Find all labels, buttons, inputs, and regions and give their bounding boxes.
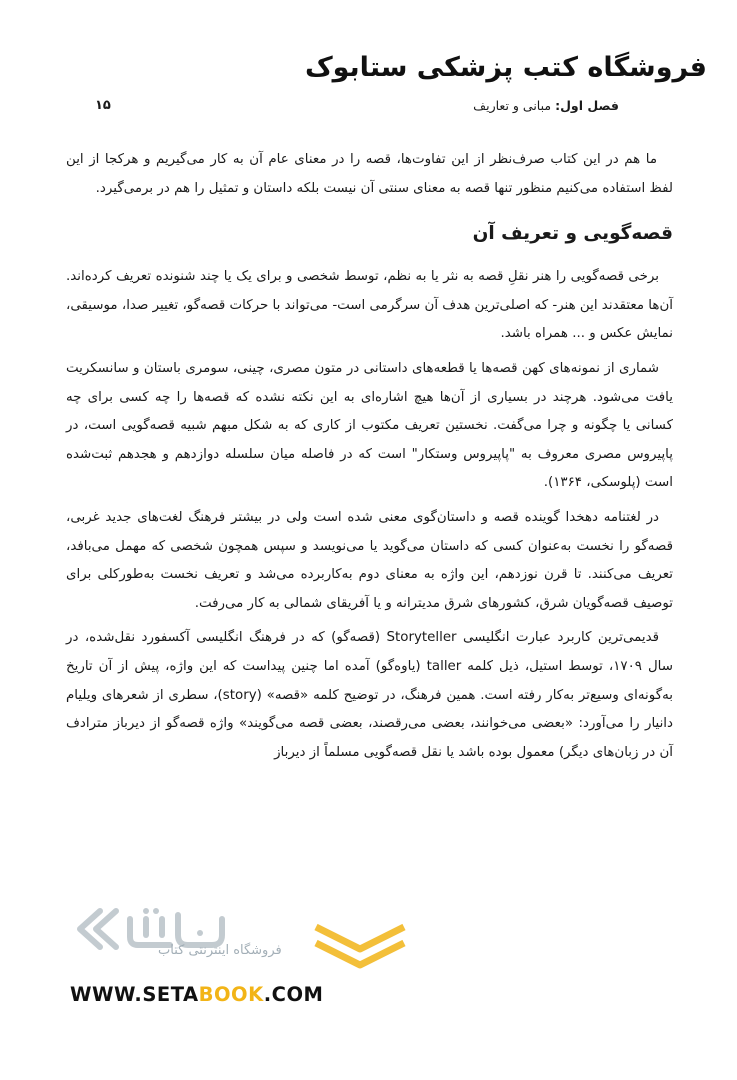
running-header bbox=[95, 98, 619, 118]
chapter-info bbox=[473, 98, 619, 113]
intro-paragraph: ما هم در این کتاب صرف‌نظر از این تفاوت‌ها، قصه را در معنای عام آن به کار می‌گیریم و هرکجا از این لفظ استفاده می‌کنیم منظور تنها قصه به معنای سنتی آن نیست بلکه داستان و تمثیل را هم در برمی‌گیرد. bbox=[66, 152, 673, 196]
website-url bbox=[70, 983, 323, 1006]
body-text bbox=[66, 146, 673, 773]
page-number: ۱۵ bbox=[95, 98, 111, 113]
section-heading: قصه‌گویی و تعریف آن bbox=[472, 223, 673, 245]
watermark-subtitle: فروشگاه اینترنتی کتاب bbox=[158, 943, 282, 958]
website-suffix: .COM bbox=[263, 983, 324, 1006]
website-prefix: WWW.SETA bbox=[70, 983, 199, 1006]
chapter-label: فصل اول: bbox=[555, 98, 619, 113]
setabook-watermark bbox=[62, 905, 622, 965]
paragraph-2: شماری از نمونه‌های کهن قصه‌ها یا قطعه‌های داستانی در متون مصری، چینی، سومری باستان و سانسکریت یافت می‌شود. هرچند در بسیاری از آن‌ها هیچ اشاره‌ای به این نکته نشده که قصه‌ها را چه کسی برای چه کسانی یا چگونه و چرا می‌گفت. نخستین تعریف مکتوب از کاری که به شکل مبهم شبیه قصه‌گویی است، در پاپیروس مصری معروف به "پاپیروس وستکار" است که در فاصله میان سلسله دوازدهم و هجدهم ثبت‌شده است (پلوسکی، ۱۳۶۴). bbox=[66, 360, 673, 491]
paragraph-4: قدیمی‌ترین کاربرد عبارت انگلیسی Storyteller (قصه‌گو) که در فرهنگ انگلیسی آکسفورد نقل‌شده، در سال ۱۷۰۹، توسط استیل، ذیل کلمه taller (یاوه‌گو) آمده اما چنین پیداست که این واژه، پیش از آن تاریخ به‌گونه‌ای وسیع‌تر به‌کار رفته است. همین فرهنگ، در توضیح کلمه «قصه» (story)، سطری از شعرهای ویلیام دانیار را می‌آورد: «بعضی می‌خوانند، بعضی می‌رقصند، بعضی قصه می‌گویند» واژه قصه‌گو از دیرباز مترادف آن در زبان‌های دیگر) معمول بوده باشد یا نقل قصه‌گویی مسلماً از دیرباز bbox=[66, 630, 673, 760]
paragraph-1: برخی قصه‌گویی را هنر نقلِ قصه به نثر یا به نظم، توسط شخصی و برای یک یا چند شنونده تعریف کرده‌اند. آن‌ها معتقدند این هنر- که اصلی‌ترین هدف آن سرگرمی است- می‌تواند با حرکات قصه‌گو، تغییر صدا، موسیقی، نمایش عکس و ... همراه باشد. bbox=[66, 269, 673, 342]
page-title: فروشگاه کتب پزشکی ستابوک bbox=[304, 52, 707, 83]
paragraph-3: در لغتنامه دهخدا گوینده قصه و داستان‌گوی معنی شده است ولی در بیشتر فرهنگ لغت‌های جدید غربی، قصه‌گو را نخست به‌عنوان کسی که داستان می‌گوید یا می‌نویسد و سپس همچون شخصی که مهمل می‌بافد، تعریف می‌کنند. تا قرن نوزدهم، این واژه به معنای دوم به‌کاربرده می‌شد و تعریف نخست به‌طورکلی برای توصیف قصه‌گویان شرق، کشورهای شرق مدیترانه و یا آفریقای شمالی به کار می‌رفت. bbox=[66, 509, 673, 611]
website-accent: BOOK bbox=[198, 983, 264, 1006]
book-emblem-icon bbox=[310, 919, 410, 973]
chapter-name: مبانی و تعاریف bbox=[473, 98, 552, 113]
